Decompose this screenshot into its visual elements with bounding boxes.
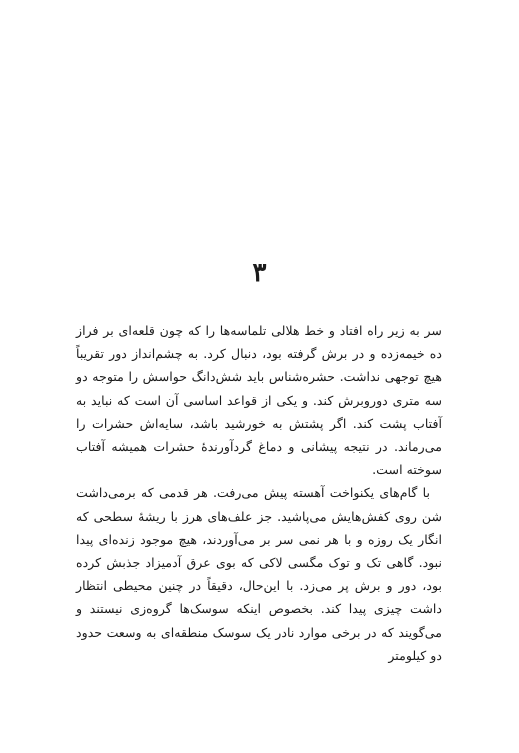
paragraph-2: با گام‌های یکنواخت آهسته پیش می‌رفت. هر قدمی که برمی‌داشت شن روی کفش‌هایش می‌پاشید. جز علف‌های هرز با ریشهٔ سطحی که انگار یک روزه و با هر نمی سر بر می‌آوردند، هیچ موجود زنده‌ای پیدا نبود. گاهی تک و توک مگسی لاکی که بوی عرق آدمیزاد جذبش کرده بود، دور و برش پر می‌زد. با این‌حال، دقیقاً در چنین محیطی انتظار داشت چیزی پیدا کند. بخصوص اینکه سوسک‌ها گروه‌زی نیستند و می‌گویند که در برخی موارد نادر یک سوسک منطقه‌ای به وسعت حدود دو کیلومتر: [76, 485, 442, 663]
chapter-body: [76, 319, 442, 667]
chapter-number: ۳: [252, 258, 267, 288]
paragraph-1: سر به زیر راه افتاد و خط هلالی تلماسه‌ها را که چون قلعه‌ای بر فراز ده خیمه‌زده و در برش گرفته بود، دنبال کرد. به چشم‌انداز دور تقریباً هیچ توجهی نداشت. حشره‌شناس باید شش‌دانگ حواسش را متوجه دو سه متری دوروبرش کند. و یکی از قواعد اساسی آن است که نباید به آفتاب پشت کند. اگر پشتش به خورشید باشد، سایه‌اش حشرات را می‌رماند. در نتیجه پیشانی و دماغ گردآورندهٔ حشرات همیشه آفتاب سوخته است.: [76, 323, 442, 478]
